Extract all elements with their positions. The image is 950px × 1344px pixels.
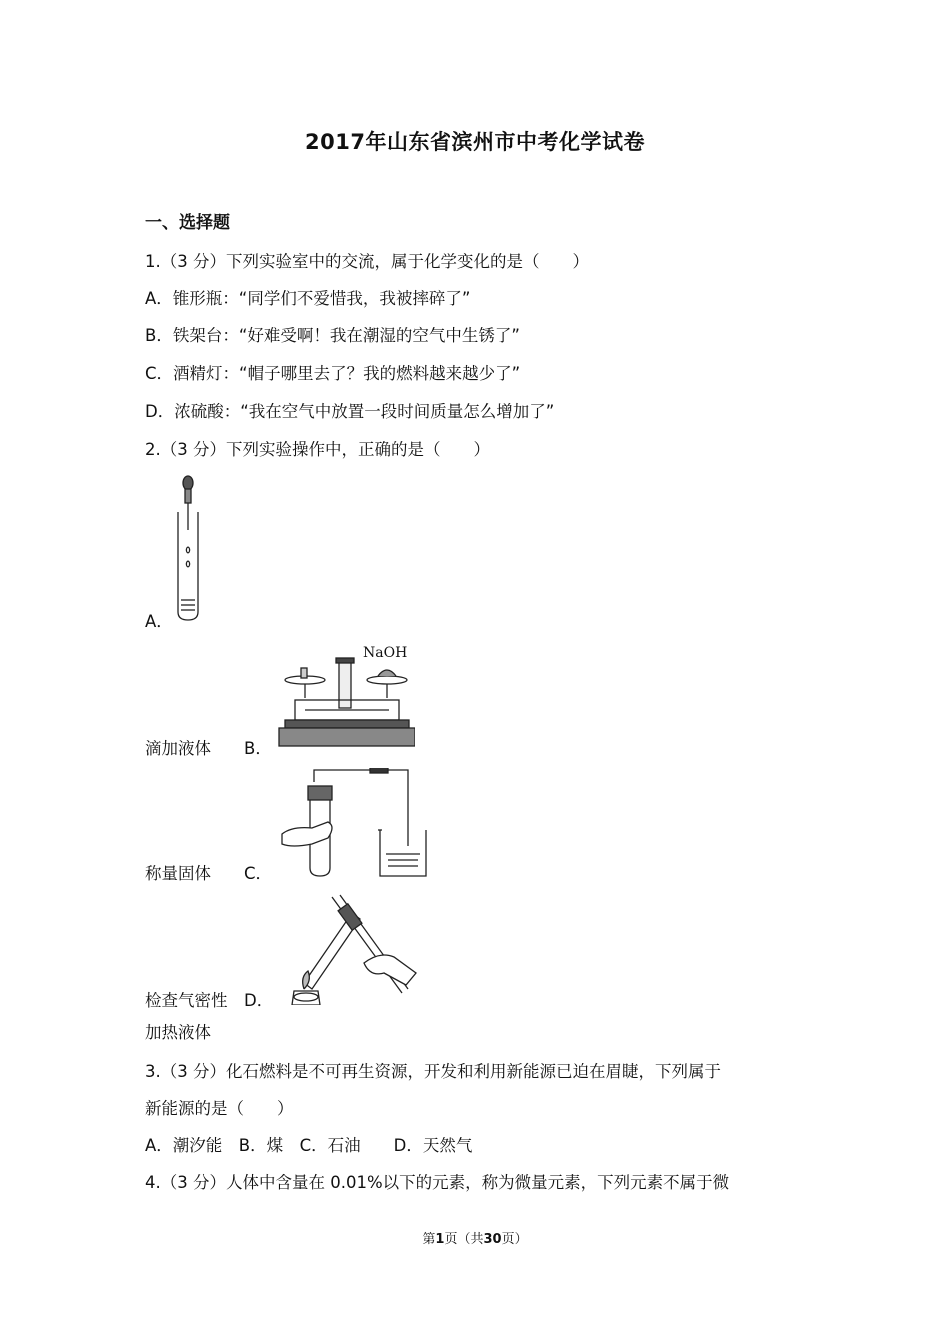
q2-option-d-caption: 加热液体 — [145, 1023, 211, 1042]
naoh-label: NaOH — [363, 645, 408, 661]
q2-option-b-letter: B． — [244, 739, 272, 758]
q2-option-a-caption: 滴加液体 — [145, 739, 211, 758]
heating-liquid-figure — [284, 893, 424, 1005]
q2-stem: 2.（3 分）下列实验操作中，正确的是（ ） — [145, 440, 490, 459]
q1-option-d: D．浓硫酸：“我在空气中放置一段时间质量怎么增加了” — [145, 402, 555, 421]
footer-page-number: 1 — [435, 1232, 445, 1247]
page-footer — [0, 1228, 950, 1247]
airtightness-check-figure — [278, 768, 428, 880]
section-heading: 一、选择题 — [145, 213, 230, 233]
q2-option-a-letter: A． — [145, 612, 173, 631]
q2-option-d-letter: D． — [244, 991, 274, 1010]
q1-option-a: A．锥形瓶：“同学们不爱惜我，我被摔碎了” — [145, 289, 471, 308]
q3-stem-line1: 3.（3 分）化石燃料是不可再生资源，开发和利用新能源已迫在眉睫，下列属于 — [145, 1062, 721, 1081]
q2-option-c-caption: 检查气密性 — [145, 991, 228, 1010]
q2-option-c-letter: C． — [244, 864, 273, 883]
dropper-test-tube-figure — [168, 472, 208, 624]
footer-suffix: 页） — [501, 1232, 528, 1247]
q3-stem-line2: 新能源的是（ ） — [145, 1099, 294, 1118]
footer-prefix: 第 — [422, 1232, 436, 1247]
footer-total-pages: 30 — [483, 1232, 502, 1247]
q3-options: A．潮汐能 B．煤 C．石油 D．天然气 — [145, 1136, 473, 1155]
q4-stem-line1: 4.（3 分）人体中含量在 0.01%以下的元素，称为微量元素，下列元素不属于微 — [145, 1173, 730, 1192]
balance-figure — [275, 640, 415, 752]
q1-option-b: B．铁架台：“好难受啊！我在潮湿的空气中生锈了” — [145, 326, 520, 345]
page-title: 2017年山东省滨州市中考化学试卷 — [305, 130, 645, 154]
q1-stem: 1.（3 分）下列实验室中的交流，属于化学变化的是（ ） — [145, 252, 589, 271]
q2-option-b-caption: 称量固体 — [145, 864, 211, 883]
footer-middle: 页（共 — [444, 1232, 484, 1247]
q1-option-c: C．酒精灯：“帽子哪里去了？我的燃料越来越少了” — [145, 364, 521, 383]
